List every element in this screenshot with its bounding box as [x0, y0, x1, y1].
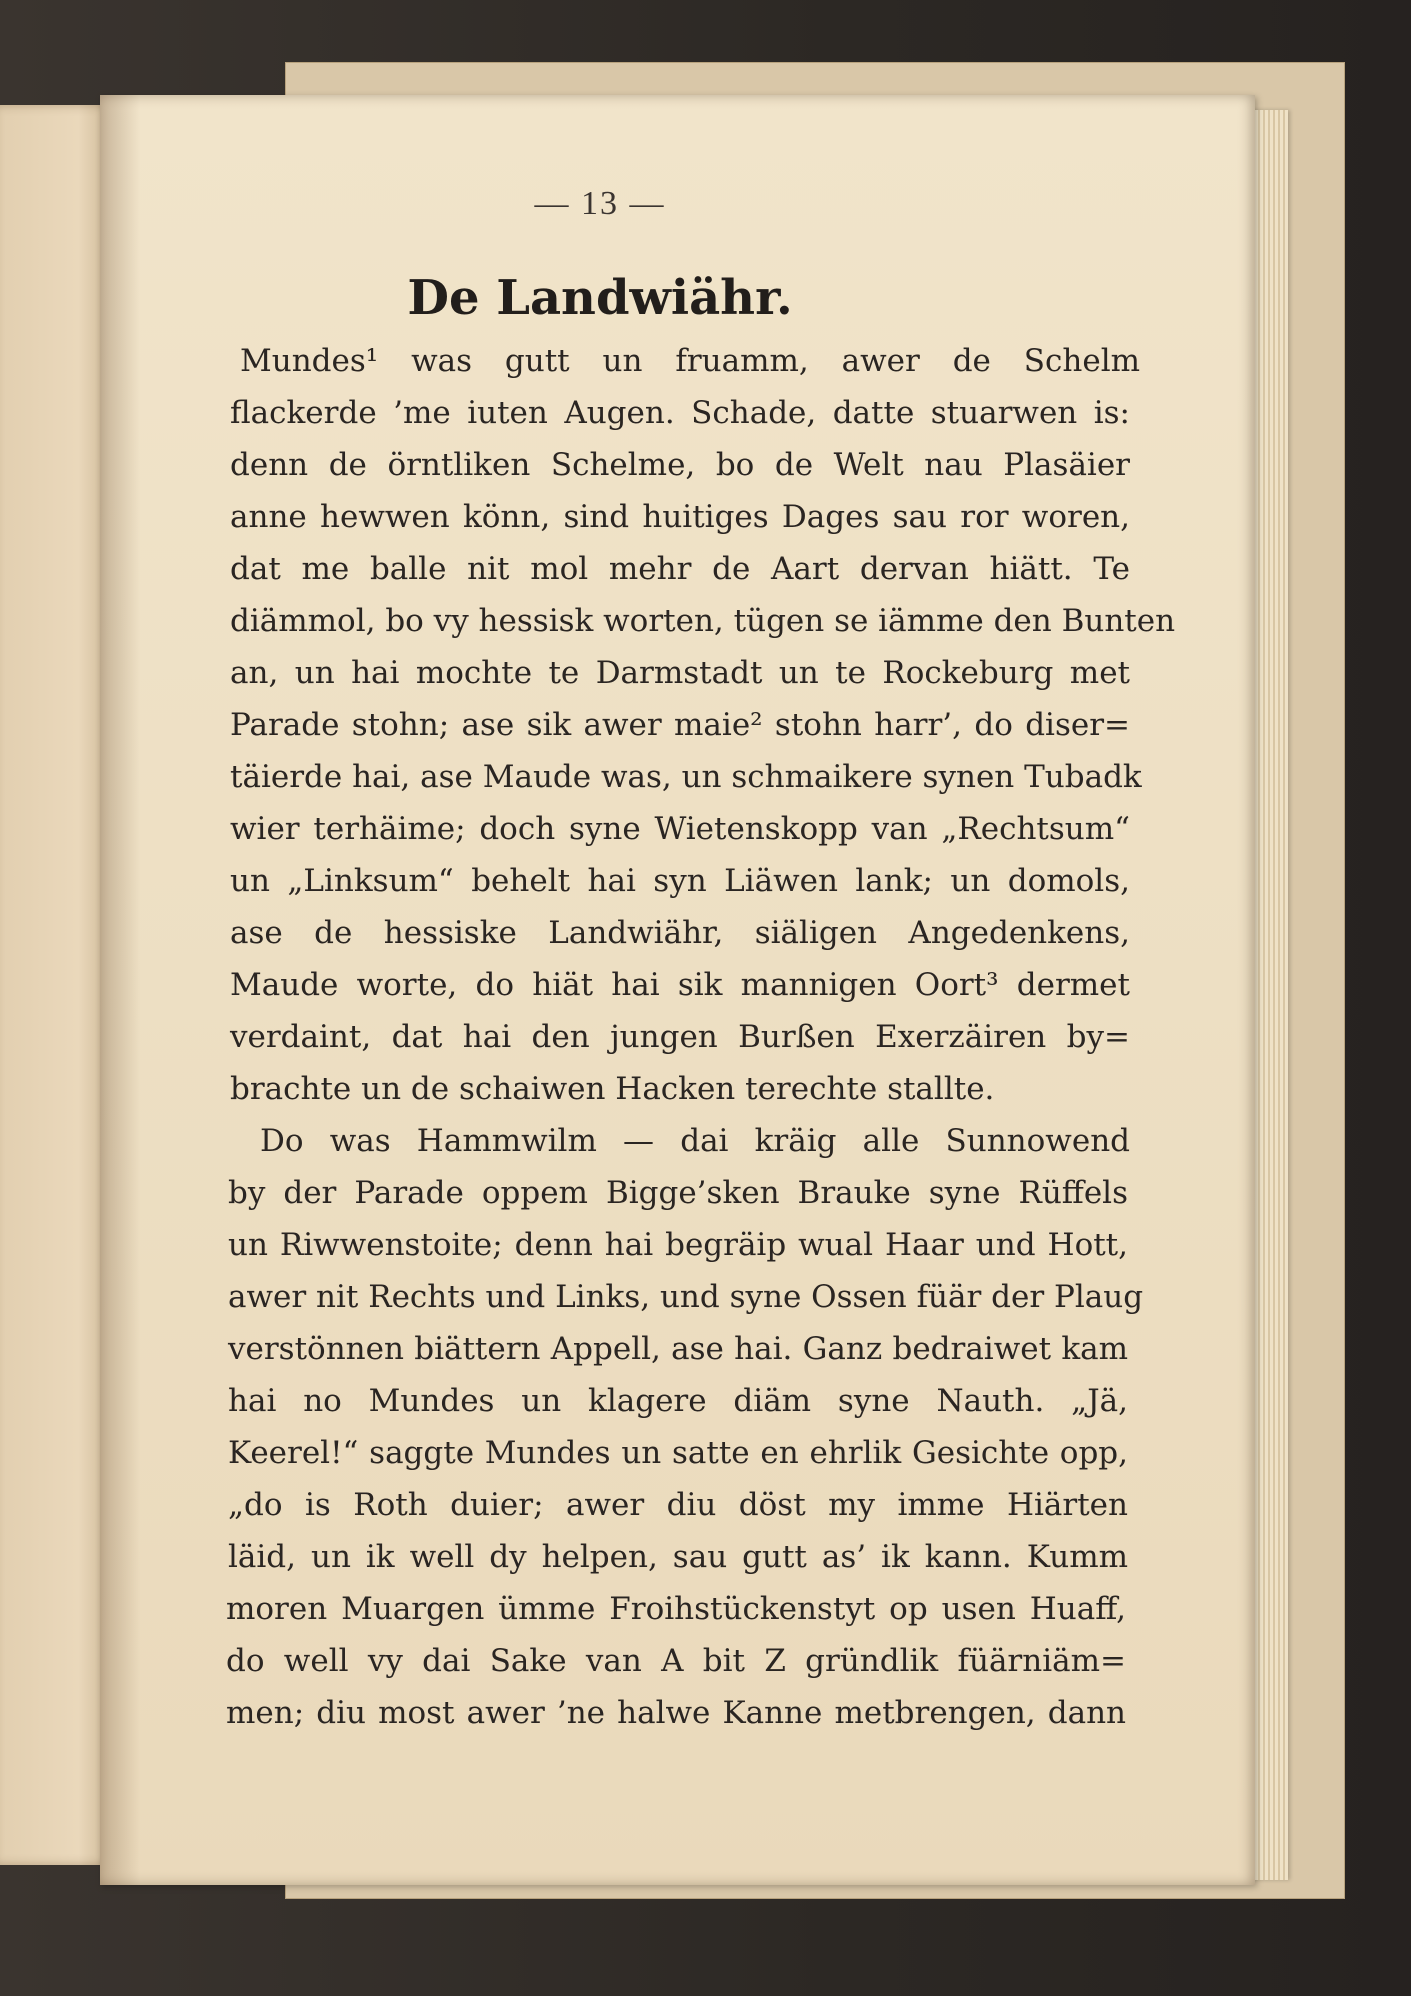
text-line: Mundes¹ was gutt un fruamm, awer de Schelm [240, 343, 1140, 379]
page-gutter-shadow [100, 95, 140, 1885]
chapter-title: De Landwiähr. [407, 270, 793, 326]
text-line: Keerel!“ saggte Mundes un satte en ehrlik Gesichte opp, [228, 1435, 1128, 1471]
text-line: moren Muargen ümme Froihstückenstyt op usen Huaff, [226, 1591, 1126, 1627]
text-line: verdaint, dat hai den jungen Burßen Exerzäiren by= [230, 1019, 1130, 1055]
text-line: un Riwwenstoite; denn hai begräip wual Haar und Hott, [228, 1227, 1128, 1263]
page-number: — 13 — [534, 185, 666, 222]
text-line: anne hewwen könn, sind huitiges Dages sau ror woren, [230, 499, 1130, 535]
text-line: by der Parade oppem Bigge’sken Brauke syne Rüffels [228, 1175, 1128, 1211]
text-line: hai no Mundes un klagere diäm syne Nauth. „Jä, [228, 1383, 1128, 1419]
text-line: wier terhäime; doch syne Wietenskopp van „Rechtsum“ [230, 811, 1130, 847]
text-line: brachte un de schaiwen Hacken terechte stallte. [230, 1071, 995, 1107]
text-line: ase de hessiske Landwiähr, siäligen Angedenkens, [230, 915, 1130, 951]
text-line: Maude worte, do hiät hai sik mannigen Oort³ dermet [230, 967, 1130, 1003]
text-line: „do is Roth duier; awer diu döst my imme Hiärten [228, 1487, 1128, 1523]
text-line: denn de örntliken Schelme, bo de Welt nau Plasäier [230, 447, 1130, 483]
text-line: un „Linksum“ behelt hai syn Liäwen lank; un domols, [230, 863, 1130, 899]
text-line: men; diu most awer ’ne halwe Kanne metbrengen, dann [226, 1695, 1126, 1731]
previous-page-edge [0, 105, 112, 1865]
text-line: flackerde ’me iuten Augen. Schade, datte stuarwen is: [230, 395, 1130, 431]
text-line: täierde hai, ase Maude was, un schmaikere synen Tubadk [230, 759, 1142, 795]
text-line: diämmol, bo vy hessisk worten, tügen se iämme den Bunten [230, 603, 1176, 639]
text-line: an, un hai mochte te Darmstadt un te Rockeburg met [230, 655, 1130, 691]
text-line: dat me balle nit mol mehr de Aart dervan hiätt. Te [230, 551, 1130, 587]
book-page [100, 95, 1255, 1885]
text-line: do well vy dai Sake van A bit Z gründlik füärniäm= [226, 1643, 1126, 1679]
text-line: awer nit Rechts und Links, und syne Ossen füär der Plaug [228, 1279, 1144, 1315]
text-line: Parade stohn; ase sik awer maie² stohn harr’, do diser= [230, 707, 1130, 743]
text-line: läid, un ik well dy helpen, sau gutt as’ ik kann. Kumm [228, 1539, 1128, 1575]
text-line: Do was Hammwilm — dai kräig alle Sunnowend [260, 1123, 1130, 1159]
text-line: verstönnen biättern Appell, ase hai. Ganz bedraiwet kam [228, 1331, 1128, 1367]
